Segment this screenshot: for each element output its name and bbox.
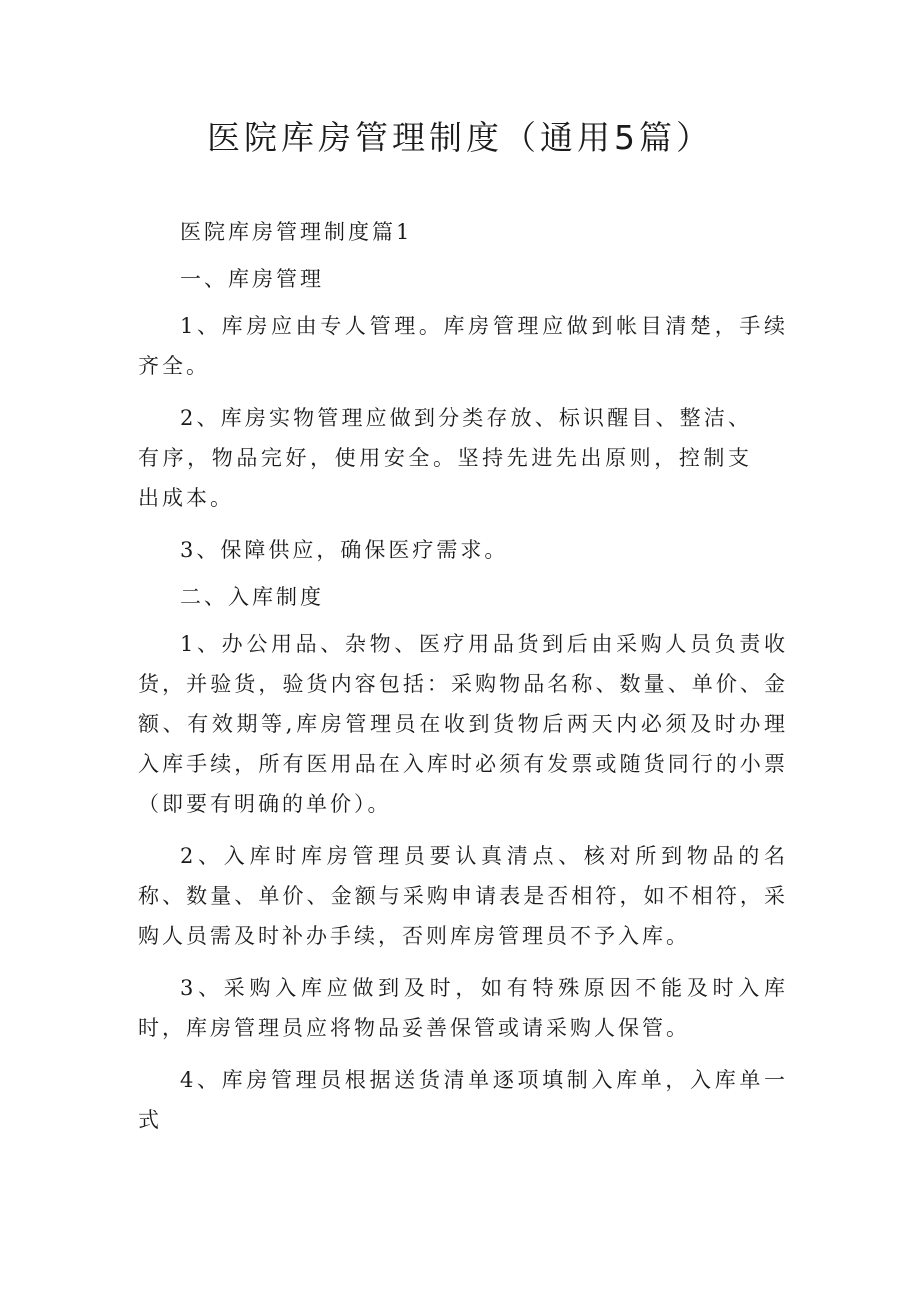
paragraph: 3、采购入库应做到及时，如有特殊原因不能及时入库时，库房管理员应将物品妥善保管或请采购人保管。 xyxy=(138,976,788,1040)
document-title: 医院库房管理制度（通用5篇） xyxy=(207,118,713,157)
paragraph: 4、库房管理员根据送货清单逐项填制入库单，入库单一式 xyxy=(138,1068,788,1132)
paragraph: 1、办公用品、杂物、医疗用品货到后由采购人员负责收货，并验货，验货内容包括：采购物品名称、数量、单价、金额、有效期等,库房管理员在收到货物后两天内必须及时办理入库手续，所有医用品在入库时必须有发票或随货同行的小票（即要有明确的单价）。 xyxy=(138,632,788,816)
subsection-heading: 二、入库制度 xyxy=(180,585,324,609)
section-heading: 医院库房管理制度篇1 xyxy=(180,220,413,244)
document-body xyxy=(138,212,788,1152)
subsection-heading: 一、库房管理 xyxy=(180,267,324,291)
paragraph: 1、库房应由专人管理。库房管理应做到帐目清楚，手续齐全。 xyxy=(138,314,788,378)
paragraph: 3、保障供应，确保医疗需求。 xyxy=(180,538,509,562)
paragraph: 2、入库时库房管理员要认真清点、核对所到物品的名称、数量、单价、金额与采购申请表是否相符，如不相符，采购人员需及时补办手续，否则库房管理员不予入库。 xyxy=(138,844,788,948)
paragraph: 2、库房实物管理应做到分类存放、标识醒目、整洁、有序，物品完好，使用安全。坚持先进先出原则，控制支出成本。 xyxy=(138,406,752,510)
